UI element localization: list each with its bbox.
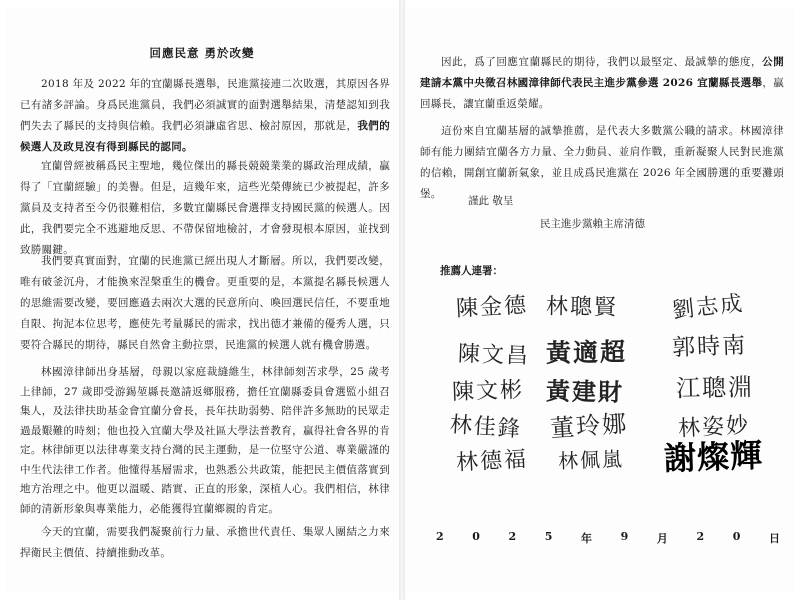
left-page <box>6 8 398 592</box>
closing-salutation: 謹此 敬呈 <box>468 195 514 207</box>
right-page <box>406 8 794 592</box>
paragraph-1 <box>20 74 390 158</box>
right-paragraph-2: 這份來自宜蘭基層的誠摯推薦，是代表大多數黨公職的請求。林國漳律師有能力團結宜蘭各方力量、全力動員、並肩作戰，重新凝聚人民對民進黨的信賴，開創宜蘭新氣象，並且成爲民進黨在 2026 年全國勝選的重要灘頭堡。 <box>420 125 784 200</box>
paragraph-2: 宜蘭曾經被稱爲民主聖地，幾位傑出的縣長競競業業的縣政治理成績，贏得了「宜蘭經驗」的美譽。但是，這幾年來，這些光榮傳統已少被提起，許多黨員及支持者至今仍很難相信，多數宜蘭縣民會選擇支持國民黨的候選人。因此，我們要完全不逃避地反思、不帶保留地檢討，才會發現根本原因，並找到致勝關鍵。 <box>20 160 390 256</box>
date-char: 2 <box>696 530 705 543</box>
signature: 黃建財 <box>545 376 625 407</box>
date-char: 月 <box>656 532 668 545</box>
right-paragraph-1-tail: ，贏回縣長，讓宜蘭重返榮耀。 <box>420 77 784 110</box>
signature: 林聰賢 <box>545 294 619 321</box>
document-date <box>436 530 780 546</box>
signature: 林佩嵐 <box>557 446 625 474</box>
signature: 謝燦輝 <box>663 436 764 478</box>
date-char: 2 <box>436 530 444 543</box>
date-char: 9 <box>620 530 629 543</box>
date-char: 日 <box>768 532 780 545</box>
signers-label: 推薦人連署： <box>440 265 503 277</box>
signature: 劉志成 <box>671 291 746 324</box>
paragraph-5: 今天的宜蘭，需要我們凝聚前行力量、承擔世代責任、集眾人團結之力來捍衛民主價值、持續推動改革。 <box>20 526 390 559</box>
signature: 董玲娜 <box>549 409 630 443</box>
signature: 林德福 <box>455 447 529 476</box>
right-paragraph-1-text: 因此，爲了回應宜蘭縣民的期待，我們以最堅定、最誠摯的態度， <box>441 56 763 68</box>
date-char: 年 <box>581 532 592 545</box>
date-char: 5 <box>544 530 553 543</box>
paragraph-3: 我們要真實面對，宜蘭的民進黨已經出現人才斷層。所以，我們要改變，唯有破釜沉舟，才能換來涅槃重生的機會。更重要的是，本黨提名縣長候選人的思維需要改變，要回應過去兩次大選的民意所向、喚回選民信任，不要重地自限、拘泥本位思考，應使先考量縣民的需求，找出德才兼備的優秀人選，只要符合縣民的期待，縣民自然會主動拉票，民進黨的候選人就有機會勝選。 <box>20 255 390 351</box>
right-paragraph-1 <box>420 52 784 115</box>
document-title: 回應民意 勇於改變 <box>149 46 255 60</box>
signature: 陳文彬 <box>451 377 525 406</box>
signature: 林佳鋒 <box>449 412 523 443</box>
date-char: 0 <box>732 530 741 543</box>
signature: 陳文昌 <box>457 341 531 370</box>
signature: 林姿妙 <box>677 413 751 442</box>
signature: 郭時南 <box>671 332 748 362</box>
signature: 黃適超 <box>545 337 628 368</box>
signature: 陳金德 <box>455 293 529 322</box>
paragraph-4: 林國漳律師出身基層，母親以家庭裁縫維生，林律師刻苦求學，25 歲考上律師，27 歲即受游錫堃縣長邀請返鄉服務，擔任宜蘭縣委員會選監小組召集人，及法律扶助基金會宜蘭分會長，長年扶助弱勢、陪伴許多無助的民眾走過最艱難的時刻；他也投入宜蘭大學及社區大學法普教育，贏得社會各界的肯定。林律師更以法律專業支持台灣的民主運動，是一位堅守公道、專業嚴謹的中生代法律工作者。他懂得基層需求，也熟悉公共政策，能把民主價值落實到地方治理之中。他更以溫暖、踏實、正直的形象，深植人心。我們相信，林律師的清新形象與專業能力，必能獲得宜蘭鄉親的肯定。 <box>20 366 390 515</box>
page-gutter <box>399 0 405 600</box>
paragraph-1-text: 2018 年及 2022 年的宜蘭縣長選舉，民進黨接連二次敗選，其原因各界已有諸多評論。身爲民進黨員，我們必須誠實的面對選舉結果，清楚認知到我們失去了縣民的支持與信賴。我們必須謙虛省思、檢討原因，那就是， <box>20 78 390 132</box>
right-paragraph-1-emphasis: 公開建請本黨中央徵召林國漳律師代表民主進步黨參選 2026 宜蘭縣長選舉 <box>420 56 784 89</box>
signature: 江聰淵 <box>675 373 755 403</box>
paragraph-1-emphasis: 我們的候選人及政見沒有得到縣民的認同。 <box>20 120 390 153</box>
addressee: 民主進步黨賴主席清德 <box>540 218 645 230</box>
date-char: 0 <box>472 530 480 543</box>
date-char: 2 <box>508 530 517 543</box>
